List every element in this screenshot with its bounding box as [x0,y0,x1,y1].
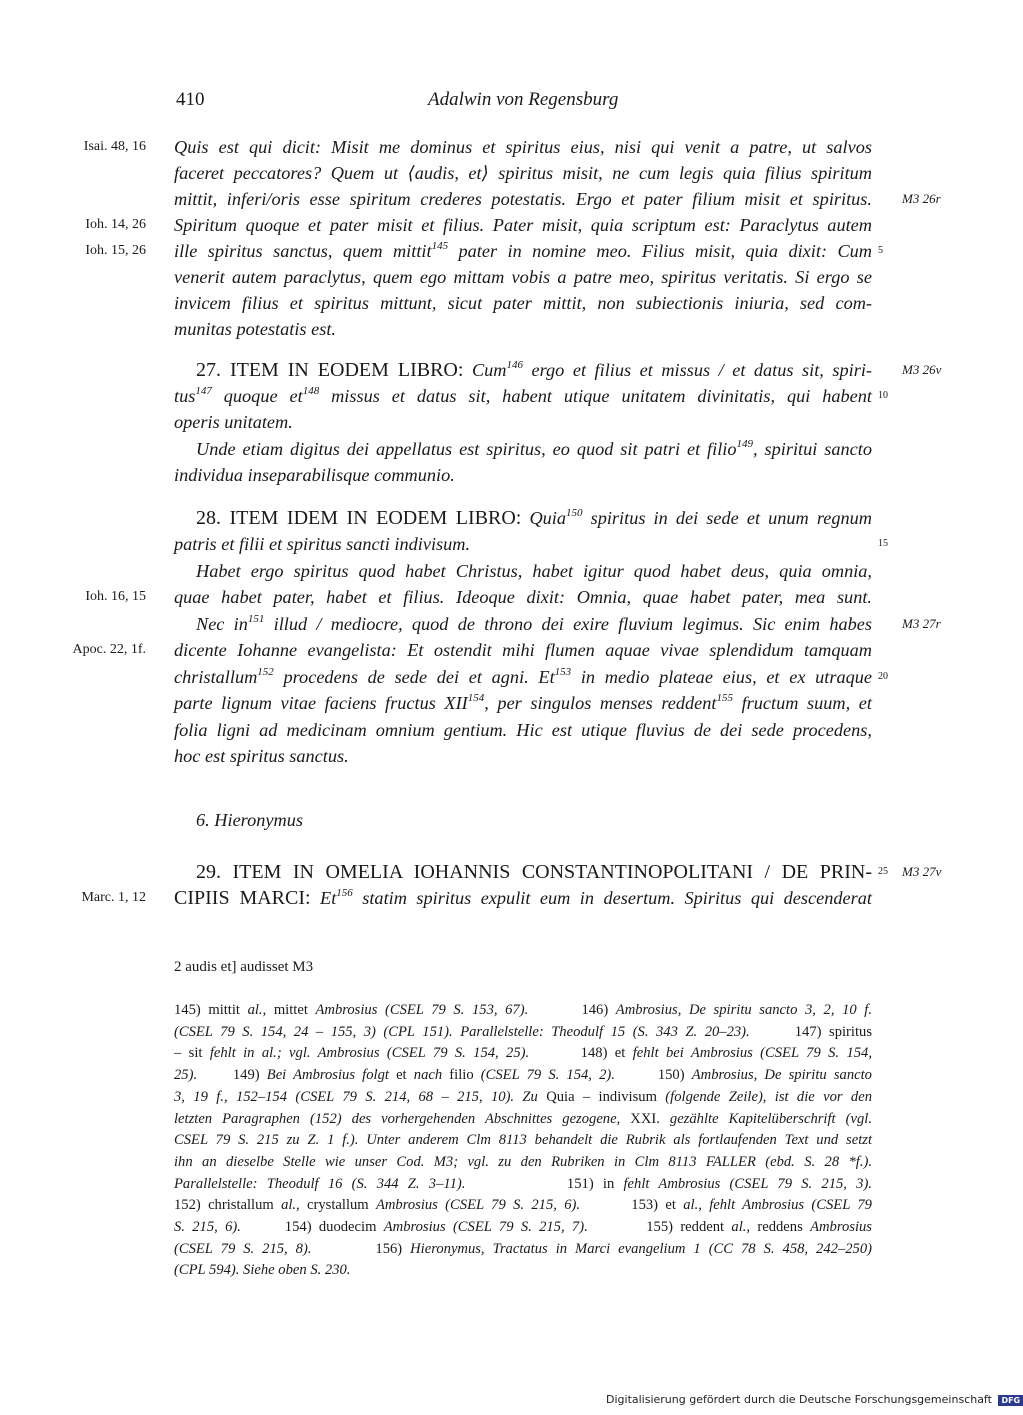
footnote-line: 3, 19 f., 152–154 (CSEL 79 S. 214, 68 – 215, 10). Zu Quia – indivisum (folgende Zeile), ist die vor den [174,1088,872,1105]
section-heading: 6. Hieronymus [196,810,303,830]
footnote-line: Parallelstelle: Theodulf 16 (S. 344 Z. 3–11). 151) in fehlt Ambrosius (CSEL 79 S. 215, 3). [174,1175,872,1192]
text-line: hoc est spiritus sanctus. [174,746,349,766]
scripture-ref: Ioh. 16, 15 [85,589,146,604]
line-number: 5 [878,245,883,256]
page-number: 410 [176,89,205,110]
text-line: tus$^{147}$ quoque $et^{148}$ missus et datus sit, habent utique unitatem divinitatis, qui habent [174,385,872,406]
text-line: parte lignum vitae faciens fructus XII$^{154}$, per singulos menses reddent$^{155}$ fructum suum, et [174,692,872,713]
footnote-line: (CSEL 79 S. 154, 24 – 155, 3) (CPL 151). Parallelstelle: Theodulf 15 (S. 343 Z. 20–23). 147) spiritus [174,1023,872,1040]
text-line: christallum$^{152}$ procedens de sede dei et agni. Et$^{153}$ in medio plateae eius, et ex utraque [174,666,872,687]
apparatus-entry: 2 audis et] audisset M3 [174,959,314,975]
footnote-line: 145) mittit al., mittet Ambrosius (CSEL 79 S. 153, 67). 146) Ambrosius, De spiritu sancto 3, 2, 10 f. [174,1002,872,1018]
footnote-line: 152) christallum al., crystallum Ambrosius (CSEL 79 S. 215, 6). 153) et al., fehlt Ambrosius (CSEL 79 [174,1197,872,1214]
text-line: faceret peccatores? Quem ut ⟨audis, et⟩ spiritus misit, ne cum legis quia filius spiritum [174,163,872,183]
footnote-line: S. 215, 6). 154) duodecim Ambrosius (CSEL 79 S. 215, 7). 155) reddent al., reddens Ambrosius [174,1219,872,1235]
footnote-line: – sit fehlt in al.; vgl. Ambrosius (CSEL 79 S. 154, 25). 148) et fehlt bei Ambrosius (CSEL 79 S. 154, [174,1045,872,1062]
critical-apparatus [174,955,313,979]
scripture-ref: Isai. 48, 16 [83,139,146,154]
text-line: Habet ergo spiritus quod habet Christus, habet igitur quod habet deus, quia omnia, [196,561,872,581]
credit-text: Digitalisierung gefördert durch die Deutsche Forschungsgemeinschaft [606,1393,992,1406]
text-line: dicente Iohanne evangelista: Et ostendit mihi flumen aquae vivae splendidum tamquam [174,640,872,660]
footnote-line: ihn an dieselbe Stelle wie unser Cod. M3; vgl. zu den Rubriken in Clm 8113 FALLER (ebd. S. 28 *f.). [174,1153,872,1170]
text-line: venerit autem paraclytus, quem ego mittam vobis a patre meo, spiritus veritatis. Si ergo se [174,267,872,287]
text-line: Unde etiam digitus dei appellatus est spiritus, eo quod sit patri et filio$^{149}$, spiritui sancto [196,438,872,459]
footnote-line: (CPL 594). Siehe oben S. 230. [174,1262,351,1279]
folio-marker: M3 26r [902,191,941,206]
scripture-ref: Apoc. 22, 1f. [72,642,146,657]
footnote-line: CSEL 79 S. 215 zu Z. 1 f.). Unter anderem Clm 8113 behandelt die Rubrik als fortlaufenden Text und setzt [174,1132,872,1149]
scripture-ref: Ioh. 15, 26 [85,243,146,258]
text-line: ille spiritus sanctus, quem mittit$^{145}$ pater in nomine meo. Filius misit, quia dixit: Cum [174,240,873,261]
text-line: munitas potestatis est. [174,319,336,339]
scripture-ref: Marc. 1, 12 [81,890,146,905]
line-number: 25 [878,866,888,877]
dfg-logo: DFG [998,1395,1023,1406]
scripture-ref: Ioh. 14, 26 [85,217,146,232]
footnote-line: 25). 149) Bei Ambrosius folgt et nach filio (CSEL 79 S. 154, 2). 150) Ambrosius, De spiritu sancto [174,1067,872,1084]
folio-marker: M3 27v [902,864,942,879]
line-number: 20 [878,671,888,682]
text-line: 28. ITEM IDEM IN EODEM LIBRO: Quia$^{150}$ spiritus in dei sede et unum regnum [196,507,872,529]
text-line: individua inseparabilisque communio. [174,465,455,485]
digitization-credit [606,1393,1023,1406]
text-line: operis unitatem. [174,412,293,432]
text-line: quae habet pater, habet et filius. Ideoque dixit: Omnia, quae habet pater, mea sunt. [174,587,872,607]
text-line: invicem filius et spiritus mittunt, sicut pater mittit, non subiectionis iniuria, sed com- [174,293,872,313]
folio-marker: M3 27r [902,616,941,631]
text-line: patris et filii et spiritus sancti indivisum. [174,534,471,554]
text-line: Quis est qui dicit: Misit me dominus et spiritus eius, nisi qui venit a patre, ut salvos [174,137,872,157]
text-line: 27. ITEM IN EODEM LIBRO: Cum$^{146}$ ergo et filius et missus / et datus sit, spiri- [196,359,873,381]
footnote-line: (CSEL 79 S. 215, 8). 156) Hieronymus, Tractatus in Marci evangelium 1 (CC 78 S. 458, 242–250) [174,1240,872,1257]
text-line: folia ligni ad medicinam omnium gentium. Hic est utique fluvius de dei sede procedens, [174,720,872,740]
folio-marker: M3 26v [902,362,942,377]
text-line: Nec $in^{151}$ illud / mediocre, quod de throno dei exire fluvium legimus. Sic enim habes [196,613,872,634]
footnote-line: letzten Paragraphen (152) des vorhergehenden Abschnittes gezogene, XXI. gezählte Kapitelüberschrift (vgl. [174,1110,872,1127]
text-line: CIPIIS MARCI: Et$^{156}$ statim spiritus expulit eum in desertum. Spiritus qui descenderat [174,887,872,909]
text-line: mittit, inferi/oris esse spiritum crederes potestatis. Ergo et pater filium misit et spiritus. [174,189,872,209]
text-line: 29. ITEM IN OMELIA IOHANNIS CONSTANTINOPOLITANI / DE PRIN- [196,861,872,883]
line-number: 10 [878,390,888,401]
line-number: 15 [878,538,888,549]
text-line: Spiritum quoque et pater misit et filius. Pater misit, quia scriptum est: Paraclytus autem [174,215,872,235]
running-title: Adalwin von Regensburg [428,89,619,110]
